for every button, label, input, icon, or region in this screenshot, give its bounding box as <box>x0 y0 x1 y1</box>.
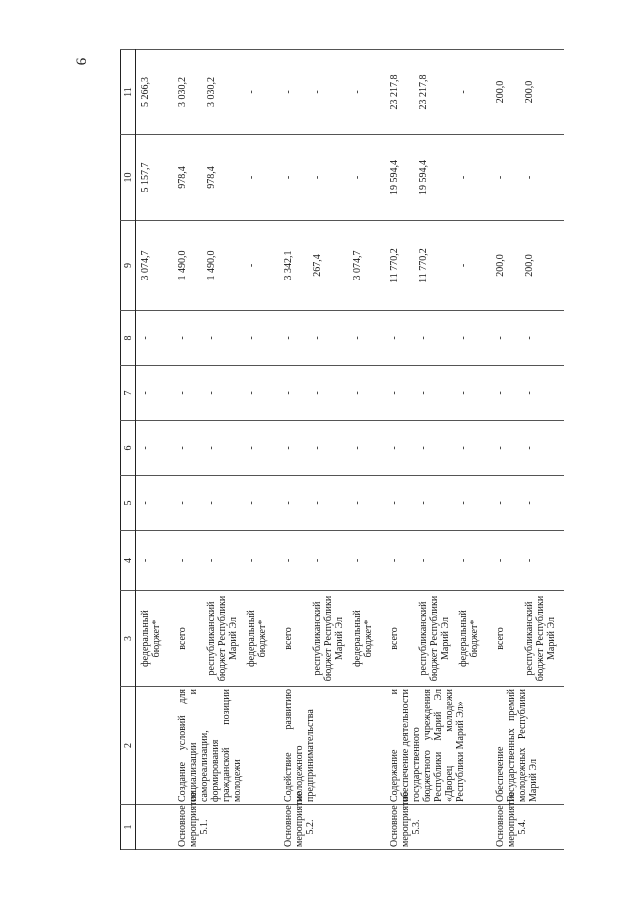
cell-value: 5 157,7 <box>140 162 151 193</box>
value-cell-c9 <box>279 221 385 311</box>
cell-value: - <box>418 336 429 340</box>
measure-description-cell: Содействие развитию молодежного предпринимательства <box>279 687 385 805</box>
measure-number-cell: Основное мероприятие 5.4. <box>491 805 564 850</box>
value-cell-c11 <box>136 50 174 135</box>
value-cell-c5 <box>491 476 564 531</box>
value-cell-c11 <box>279 50 385 135</box>
cell-value: 200,0 <box>495 254 506 277</box>
funding-source: федеральный бюджет* <box>140 610 162 667</box>
value-cell-c6 <box>173 421 279 476</box>
cell-value: - <box>283 501 294 505</box>
cell-value: - <box>389 391 400 395</box>
column-header-11: 11 <box>121 50 136 135</box>
measure-number-cell: Основное мероприятие 5.1. <box>173 805 279 850</box>
cell-value: 11 770,2 <box>389 248 400 283</box>
cell-value: - <box>246 446 257 450</box>
column-header-4: 4 <box>121 531 136 591</box>
value-cell-c5 <box>279 476 385 531</box>
funding-source: всего <box>177 627 188 650</box>
column-header-1: 1 <box>121 805 136 850</box>
value-cell-c8 <box>491 311 564 366</box>
measure-description-cell: Обеспечение Государственных премий молодежных Республики Марий Эл <box>491 687 564 805</box>
cell-value: - <box>177 501 188 505</box>
cell-value: - <box>524 446 535 450</box>
cell-value: 3 074,7 <box>352 250 363 281</box>
cell-value: - <box>283 558 294 563</box>
column-header-9: 9 <box>121 221 136 311</box>
value-cell-c8 <box>173 311 279 366</box>
cell-value: - <box>389 558 400 563</box>
cell-value: 978,4 <box>177 166 188 189</box>
cell-value: - <box>312 558 323 563</box>
value-cell-c10 <box>491 135 564 221</box>
cell-value: - <box>246 175 257 180</box>
cell-value: - <box>458 90 469 94</box>
cell-value: - <box>352 558 363 563</box>
budget-table <box>120 49 564 850</box>
cell-value: 978,4 <box>206 166 217 189</box>
cell-value: - <box>312 336 323 340</box>
value-cell-c5 <box>173 476 279 531</box>
cell-value: - <box>352 90 363 94</box>
cell-value: - <box>458 175 469 180</box>
cell-value: - <box>283 90 294 94</box>
cell-value: - <box>458 391 469 395</box>
table-row <box>173 50 279 850</box>
cell-value: - <box>246 90 257 94</box>
cell-value: - <box>495 336 506 340</box>
measure-description-cell: Создание условий для социализации и самореализации, формирования гражданской позиции молодежи <box>173 687 279 805</box>
cell-value: - <box>524 391 535 395</box>
value-cell-c10 <box>279 135 385 221</box>
cell-value: - <box>495 446 506 450</box>
cell-value: - <box>283 446 294 450</box>
column-header-8: 8 <box>121 311 136 366</box>
funding-source: всего <box>389 627 400 650</box>
funding-source: всего <box>283 627 294 650</box>
cell-value: - <box>458 558 469 563</box>
cell-value: - <box>495 391 506 395</box>
cell-value: - <box>458 446 469 450</box>
column-header-2: 2 <box>121 687 136 805</box>
cell-value: - <box>246 558 257 563</box>
table-row <box>491 50 564 850</box>
cell-value: - <box>312 446 323 450</box>
table-body <box>136 50 565 850</box>
cell-value: - <box>246 501 257 505</box>
funding-source: республиканский бюджет Республики Марий Эл <box>206 595 239 682</box>
value-cell-c4 <box>491 531 564 591</box>
cell-value: 1 490,0 <box>177 250 188 281</box>
cell-value: 1 490,0 <box>206 250 217 281</box>
table-row <box>136 50 174 850</box>
value-cell-c7 <box>279 366 385 421</box>
column-header-10: 10 <box>121 135 136 221</box>
value-cell-c4 <box>385 531 491 591</box>
cell-value: - <box>246 336 257 340</box>
cell-value: 3 074,7 <box>140 250 151 281</box>
table-row <box>279 50 385 850</box>
value-cell-c4 <box>173 531 279 591</box>
cell-value: - <box>352 501 363 505</box>
cell-value: - <box>458 336 469 340</box>
value-cell-c6 <box>385 421 491 476</box>
cell-value: - <box>206 558 217 563</box>
cell-value: 200,0 <box>524 80 535 104</box>
measure-number-cell: Основное мероприятие 5.3. <box>385 805 491 850</box>
cell-value: - <box>495 501 506 505</box>
rotated-table-wrapper <box>120 50 560 850</box>
cell-value: - <box>206 391 217 395</box>
value-cell-c4 <box>136 531 174 591</box>
cell-value: - <box>206 501 217 505</box>
measure-number-cell <box>136 805 174 850</box>
column-header-6: 6 <box>121 421 136 476</box>
cell-value: - <box>352 391 363 395</box>
cell-value: - <box>495 558 506 563</box>
column-header-5: 5 <box>121 476 136 531</box>
funding-source: республиканский бюджет Республики Марий Эл <box>312 595 345 682</box>
cell-value: - <box>177 558 188 563</box>
cell-value: - <box>246 391 257 395</box>
cell-value: - <box>418 391 429 395</box>
page-number: 9 <box>72 57 89 66</box>
cell-value: - <box>352 336 363 340</box>
measure-description-cell: Содержание и обеспечение деятельности государственного бюджетного учреждения Республики Марий Эл «Дворец молодежи Республики Марий Эл» <box>385 687 491 805</box>
cell-value: - <box>389 501 400 505</box>
value-cell-c9 <box>136 221 174 311</box>
funding-source-cell <box>491 591 564 687</box>
cell-value: - <box>283 175 294 180</box>
value-cell-c11 <box>385 50 491 135</box>
value-cell-c6 <box>279 421 385 476</box>
value-cell-c10 <box>385 135 491 221</box>
cell-value: - <box>524 175 535 180</box>
cell-value: - <box>283 391 294 395</box>
column-header-7: 7 <box>121 366 136 421</box>
cell-value: - <box>418 558 429 563</box>
cell-value: - <box>524 558 535 563</box>
value-cell-c5 <box>385 476 491 531</box>
cell-value: - <box>312 391 323 395</box>
cell-value: - <box>206 446 217 450</box>
value-cell-c10 <box>136 135 174 221</box>
cell-value: - <box>352 446 363 450</box>
cell-value: - <box>458 263 469 268</box>
cell-value: - <box>524 336 535 340</box>
value-cell-c8 <box>279 311 385 366</box>
funding-source: федеральный бюджет* <box>458 610 480 667</box>
cell-value: - <box>177 446 188 450</box>
cell-value: 19 594,4 <box>389 160 400 195</box>
cell-value: - <box>389 336 400 340</box>
funding-source-cell <box>279 591 385 687</box>
cell-value: - <box>389 446 400 450</box>
cell-value: - <box>140 501 151 505</box>
cell-value: - <box>283 336 294 340</box>
value-cell-c10 <box>173 135 279 221</box>
cell-value: 3 342,1 <box>283 250 294 281</box>
cell-value: 267,4 <box>312 254 323 277</box>
value-cell-c9 <box>491 221 564 311</box>
funding-source: федеральный бюджет* <box>352 610 374 667</box>
value-cell-c4 <box>279 531 385 591</box>
cell-value: - <box>352 175 363 180</box>
cell-value: - <box>140 558 151 563</box>
value-cell-c8 <box>385 311 491 366</box>
measure-number-cell: Основное мероприятие 5.2. <box>279 805 385 850</box>
value-cell-c9 <box>173 221 279 311</box>
column-header-3: 3 <box>121 591 136 687</box>
cell-value: 19 594,4 <box>418 160 429 195</box>
value-cell-c11 <box>491 50 564 135</box>
value-cell-c6 <box>491 421 564 476</box>
cell-value: - <box>177 336 188 340</box>
value-cell-c7 <box>491 366 564 421</box>
funding-source-cell <box>136 591 174 687</box>
cell-value: - <box>177 391 188 395</box>
header-row <box>121 50 136 850</box>
cell-value: 200,0 <box>495 80 506 104</box>
cell-value: - <box>418 501 429 505</box>
cell-value: - <box>458 501 469 505</box>
cell-value: - <box>495 175 506 180</box>
funding-source-cell <box>173 591 279 687</box>
funding-source: республиканский бюджет Республики Марий Эл <box>418 595 451 682</box>
cell-value: - <box>206 336 217 340</box>
table-row <box>385 50 491 850</box>
cell-value: 5 266,3 <box>140 77 151 107</box>
cell-value: - <box>140 336 151 340</box>
cell-value: 3 030,2 <box>206 77 217 107</box>
cell-value: - <box>312 501 323 505</box>
cell-value: 200,0 <box>524 254 535 277</box>
value-cell-c7 <box>136 366 174 421</box>
cell-value: - <box>246 263 257 268</box>
cell-value: - <box>418 446 429 450</box>
funding-source: федеральный бюджет* <box>246 610 268 667</box>
value-cell-c6 <box>136 421 174 476</box>
cell-value: - <box>140 391 151 395</box>
cell-value: 23 217,8 <box>418 74 429 110</box>
funding-source: республиканский бюджет Республики Марий Эл <box>524 595 557 682</box>
value-cell-c11 <box>173 50 279 135</box>
cell-value: - <box>312 175 323 180</box>
value-cell-c8 <box>136 311 174 366</box>
value-cell-c7 <box>173 366 279 421</box>
cell-value: 23 217,8 <box>389 74 400 110</box>
value-cell-c9 <box>385 221 491 311</box>
cell-value: - <box>312 90 323 94</box>
funding-source-cell <box>385 591 491 687</box>
funding-source: всего <box>495 627 506 650</box>
cell-value: - <box>140 446 151 450</box>
value-cell-c5 <box>136 476 174 531</box>
cell-value: 11 770,2 <box>418 248 429 283</box>
value-cell-c7 <box>385 366 491 421</box>
cell-value: - <box>524 501 535 505</box>
measure-description-cell <box>136 687 174 805</box>
cell-value: 3 030,2 <box>177 77 188 107</box>
